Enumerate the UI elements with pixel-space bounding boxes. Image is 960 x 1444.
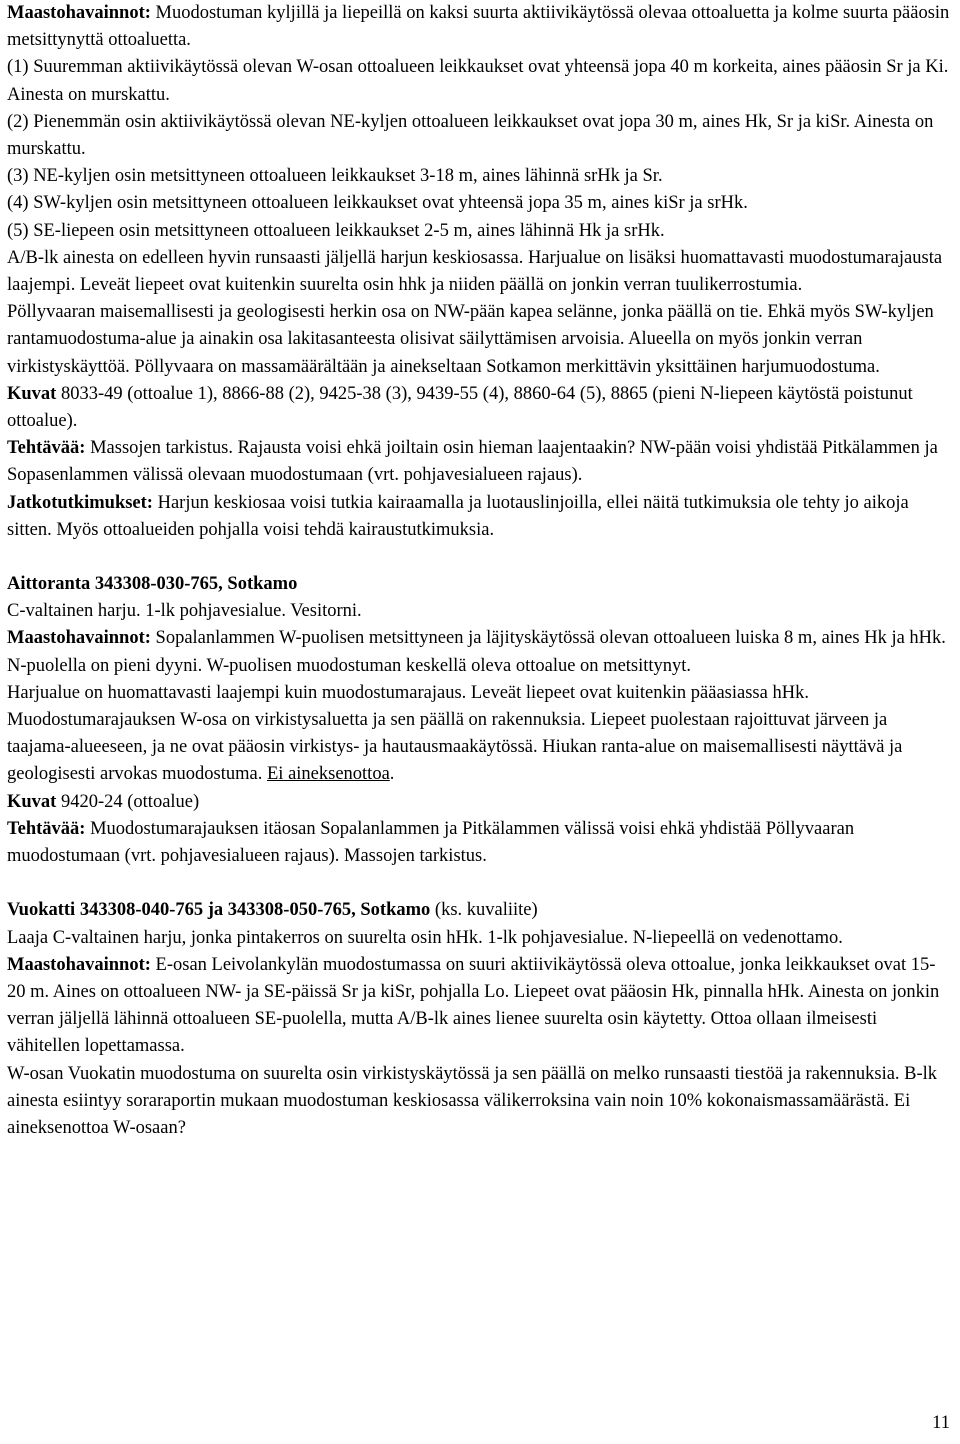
paragraph — [7, 190, 953, 217]
text-run: Harjualue on huomattavasti laajempi kuin muodostumarajaus. Leveät liepeet ovat kuitenkin pääasiassa hHk. Muodostumarajauksen W-osa on virkistysaluetta ja sen päällä on rakennuksia. Liepeet puolestaan rajoittuvat järveen ja taajama-alueeseen, ja ne ovat pääosin virkistys- ja hautausmaakäytössä. Hiukan ranta-alue on maisemallisesti näyttävä ja geologisesti arvokas muodostuma. — [7, 682, 903, 785]
paragraph — [7, 245, 953, 299]
document-page — [7, 0, 953, 1142]
bold-label: Vuokatti 343308-040-765 ja 343308-050-765, Sotkamo — [7, 900, 431, 921]
paragraph — [7, 897, 953, 924]
text-run: (2) Pienemmän osin aktiivikäytössä olevan NE-kyljen ottoalueen leikkaukset ovat jopa 30 m, aines Hk, Sr ja kiSr. Ainesta on murskattu. — [7, 111, 934, 160]
paragraph — [7, 299, 953, 381]
bold-label: Kuvat — [7, 383, 57, 404]
underlined-text: Ei aineksenottoa — [267, 764, 390, 785]
paragraph — [7, 925, 953, 952]
paragraph — [7, 1061, 953, 1143]
paragraph — [7, 490, 953, 544]
paragraph — [7, 952, 953, 1061]
section-spacer — [7, 544, 953, 571]
text-run: (5) SE-liepeen osin metsittyneen ottoalueen leikkaukset 2-5 m, aines lähinnä Hk ja srHk. — [7, 220, 665, 241]
paragraph — [7, 435, 953, 489]
paragraph — [7, 680, 953, 789]
text-run: Muodostumarajauksen itäosan Sopalanlammen ja Pitkälammen välissä voisi ehkä yhdistää Pöllyvaaran muodostumaan (vrt. pohjavesialueen rajaus). Massojen tarkistus. — [7, 818, 855, 867]
text-run: (4) SW-kyljen osin metsittyneen ottoalueen leikkaukset ovat yhteensä jopa 35 m, aines kiSr ja srHk. — [7, 193, 748, 214]
text-run: Harjun keskiosaa voisi tutkia kairaamalla ja luotauslinjoilla, ellei näitä tutkimuksia ole tehty jo aikoja sitten. Myös ottoalueiden pohjalla voisi tehdä kairaustutkimuksia. — [7, 492, 909, 540]
paragraph — [7, 571, 953, 598]
bold-label: Tehtävää: — [7, 438, 86, 459]
bold-label: Maastohavainnot: — [7, 3, 151, 23]
text-run: Massojen tarkistus. Rajausta voisi ehkä joiltain osin hieman laajentaakin? NW-pään voisi yhdistää Pitkälammen ja Sopasenlammen välissä olevaan muodostumaan (vrt. pohjavesialueen rajaus). — [7, 438, 938, 486]
bold-label: Tehtävää: — [7, 818, 86, 839]
bold-label: Maastohavainnot: — [7, 628, 151, 649]
text-run: C-valtainen harju. 1-lk pohjavesialue. Vesitorni. — [7, 601, 362, 622]
bold-label: Aittoranta 343308-030-765, Sotkamo — [7, 574, 298, 595]
text-run: Laaja C-valtainen harju, jonka pintakerros on suurelta osin hHk. 1-lk pohjavesialue. N-liepeellä on vedenottamo. — [7, 927, 843, 948]
bold-label: Jatkotutkimukset: — [7, 492, 153, 513]
paragraph — [7, 109, 953, 163]
paragraph — [7, 54, 953, 108]
text-run: (ks. kuvaliite) — [430, 900, 538, 921]
text-run: (1) Suuremman aktiivikäytössä olevan W-osan ottoalueen leikkaukset ovat yhteensä jopa 40 m korkeita, aines pääosin Sr ja Ki. Ainesta on murskattu. — [7, 57, 949, 105]
paragraph — [7, 218, 953, 245]
section-spacer — [7, 870, 953, 897]
paragraph — [7, 381, 953, 435]
paragraph — [7, 598, 953, 625]
text-run: Pöllyvaaran maisemallisesti ja geologisesti herkin osa on NW-pään kapea selänne, jonka päällä on tie. Ehkä myös SW-kyljen rantamuodostuma-alue ja ainakin osa lakitasanteesta olisivat säilyttämisen arvoisia. Alueella on myös jonkin verran virkistyskäyttöä. Pöllyvaara on massamäärältään ja ainekseltaan Sotkamon merkittävin yksittäinen harjumuodostuma. — [7, 302, 934, 377]
text-run: W-osan Vuokatin muodostuma on suurelta osin virkistyskäytössä ja sen päällä on melko runsaasti tiestöä ja rakennuksia. B-lk ainesta esiintyy soraraportin mukaan muodostuman keskiosassa välikerroksina vain noin 10% kokonaismassamäärästä. Ei aineksenottoa W-osaan? — [7, 1063, 938, 1138]
paragraph — [7, 625, 953, 679]
paragraph — [7, 816, 953, 870]
paragraph — [7, 0, 953, 54]
text-run: 9420-24 (ottoalue) — [56, 791, 200, 812]
text-run: Muodostuman kyljillä ja liepeillä on kaksi suurta aktiivikäytössä olevaa ottoaluetta ja kolme suurta pääosin metsittynyttä ottoaluetta. — [7, 3, 950, 51]
paragraph — [7, 789, 953, 816]
text-run: (3) NE-kyljen osin metsittyneen ottoalueen leikkaukset 3-18 m, aines lähinnä srHk ja Sr. — [7, 166, 663, 187]
text-run: . — [389, 764, 395, 785]
page-number: 11 — [932, 1413, 950, 1433]
bold-label: Maastohavainnot: — [7, 954, 151, 975]
text-run: A/B-lk ainesta on edelleen hyvin runsaasti jäljellä harjun keskiosassa. Harjualue on lisäksi huomattavasti muodostumarajausta laajempi. Leveät liepeet ovat kuitenkin suurelta osin hhk ja niiden päällä on jonkin verran tuulikerrostumia. — [7, 247, 943, 296]
paragraph — [7, 163, 953, 190]
text-run: E-osan Leivolankylän muodostumassa on suuri aktiivikäytössä oleva ottoalue, jonka leikkaukset ovat 15-20 m. Aines on ottoalueen NW- ja SE-päissä Sr ja kiSr, pohjalla Lo. Liepeet ovat pääosin Hk, pinnalla hHk. Ainesta on jonkin verran jäljellä lähinnä ottoalueen SE-puolella, mutta A/B-lk aines lienee suurelta osin käytetty. Ottoa ollaan ilmeisesti vähitellen lopettamassa. — [7, 954, 940, 1057]
text-run: 8033-49 (ottoalue 1), 8866-88 (2), 9425-38 (3), 9439-55 (4), 8860-64 (5), 8865 (pieni N-liepeen käytöstä poistunut ottoalue). — [7, 383, 913, 432]
bold-label: Kuvat — [7, 791, 57, 812]
text-run: Sopalanlammen W-puolisen metsittyneen ja läjityskäytössä olevan ottoalueen luiska 8 m, aines Hk ja hHk. N-puolella on pieni dyyni. W-puolisen muodostuman keskellä oleva ottoalue on metsittynyt. — [7, 628, 946, 676]
